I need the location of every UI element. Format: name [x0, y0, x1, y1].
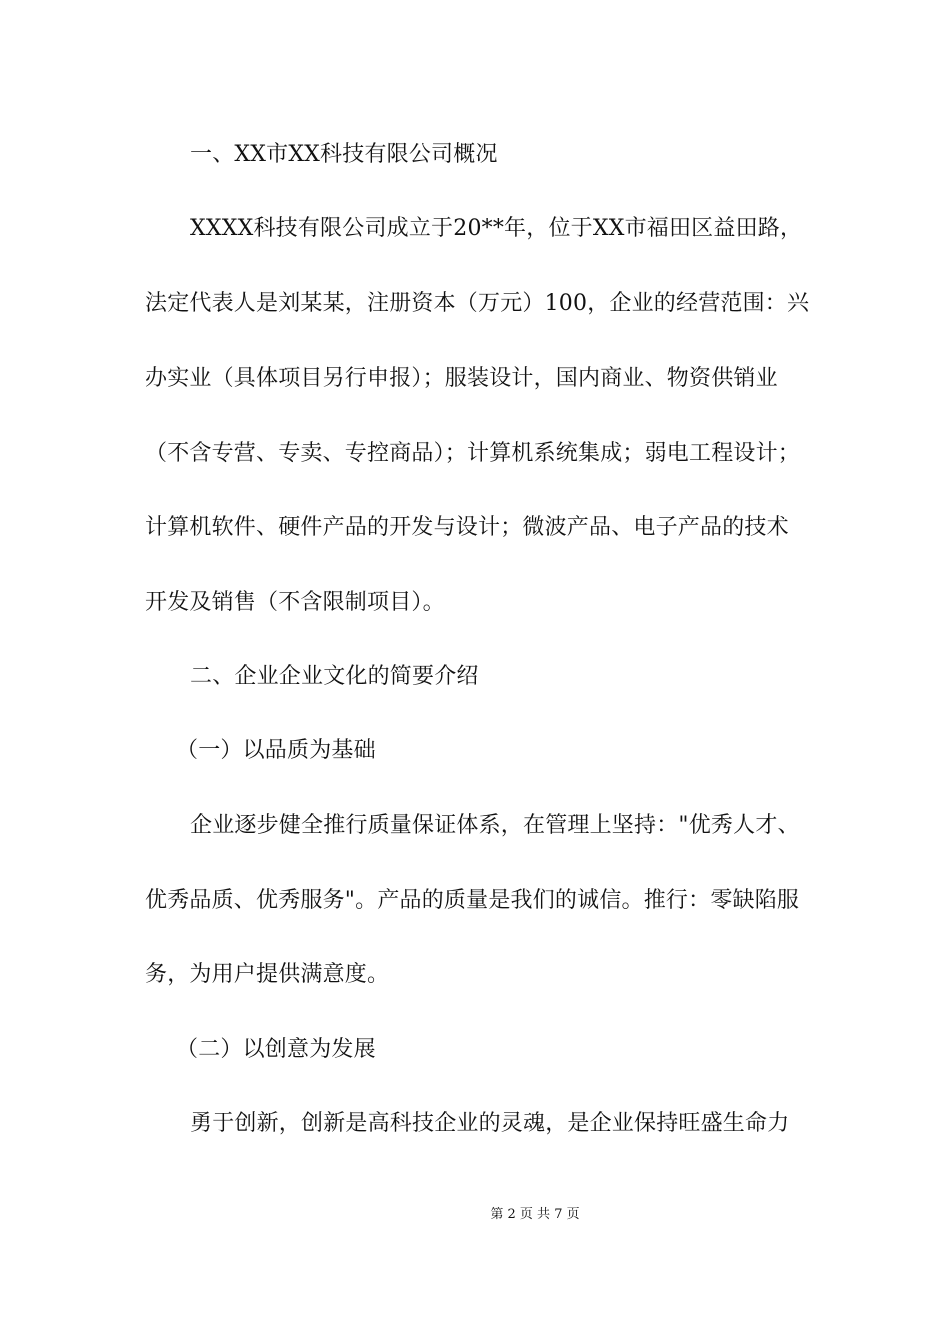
page-number-footer: 第 2 页 共 7 页	[490, 1207, 580, 1222]
paragraph-line: 勇于创新，创新是高科技企业的灵魂，是企业保持旺盛生命力	[190, 1111, 790, 1136]
paragraph-line: XXXX科技有限公司成立于20**年，位于XX市福田区益田路，	[190, 216, 803, 241]
paragraph-line: 办实业（具体项目另行申报）；服装设计，国内商业、物资供销业	[145, 366, 778, 391]
paragraph-line: 企业逐步健全推行质量保证体系，在管理上坚持："优秀人才、	[190, 813, 800, 838]
paragraph-line: 法定代表人是刘某某，注册资本（万元）100，企业的经营范围：兴	[145, 291, 810, 316]
paragraph-line: 计算机软件、硬件产品的开发与设计；微波产品、电子产品的技术	[145, 515, 789, 540]
paragraph-line: 务，为用户提供满意度。	[145, 962, 390, 987]
subsection-heading-quality: （一）以品质为基础	[176, 738, 376, 763]
section-heading-corporate-culture: 二、企业企业文化的简要介绍	[190, 664, 479, 689]
paragraph-line: 优秀品质、优秀服务"。产品的质量是我们的诚信。推行：零缺陷服	[145, 888, 800, 913]
section-heading-company-overview: 一、XX市XX科技有限公司概况	[190, 142, 498, 167]
paragraph-line: 开发及销售（不含限制项目）。	[145, 590, 445, 615]
paragraph-line: （不含专营、专卖、专控商品）；计算机系统集成；弱电工程设计；	[145, 441, 801, 466]
subsection-heading-creativity: （二）以创意为发展	[176, 1037, 376, 1062]
